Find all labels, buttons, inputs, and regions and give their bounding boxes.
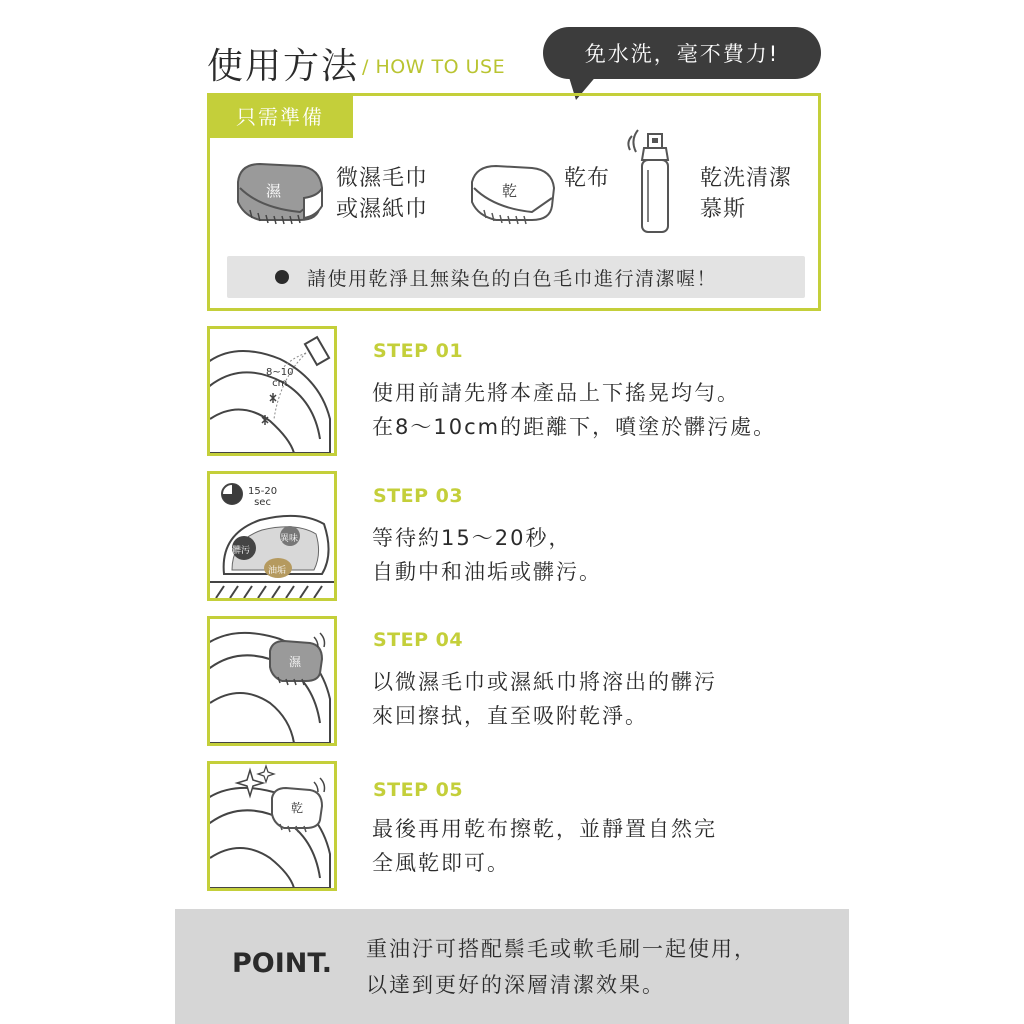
speech-bubble: 免水洗，毫不費力! xyxy=(543,27,821,79)
page-title: 使用方法 xyxy=(207,46,360,87)
prep-item-spray xyxy=(700,163,792,225)
step03-desc xyxy=(372,521,602,589)
step03-line1: 等待約15～20秒， xyxy=(372,526,572,550)
tag-dirt: 髒污 xyxy=(232,546,251,556)
step01-spray-shoe-image xyxy=(207,326,337,456)
step03-line2: 自動中和油垢或髒污。 xyxy=(372,560,602,584)
step04-desc xyxy=(372,665,717,733)
step01-desc xyxy=(372,376,776,444)
prep-item-dry-line1: 乾布 xyxy=(564,166,611,191)
timer-value: 15-20 xyxy=(248,486,278,497)
step05-desc xyxy=(372,812,717,880)
distance-unit: cm xyxy=(272,378,288,389)
wet-towel-icon xyxy=(230,158,326,230)
step01-title: STEP 01 xyxy=(373,340,464,362)
point-line1: 重油汙可搭配鬃毛或軟毛刷一起使用， xyxy=(366,937,757,961)
step05-line2: 全風乾即可。 xyxy=(372,851,510,875)
distance-value: 8~10 xyxy=(266,367,294,378)
step05-title: STEP 05 xyxy=(373,779,464,801)
prep-item-wet-line1: 微濕毛巾 xyxy=(336,166,429,191)
wet-icon-text: 濕 xyxy=(266,182,282,200)
tag-grease: 油垢 xyxy=(268,566,287,576)
step03-wait-shoe-image xyxy=(207,471,337,601)
timer-unit: sec xyxy=(254,497,271,508)
prep-item-spray-line2: 慕斯 xyxy=(700,197,747,222)
step05-line1: 最後再用乾布擦乾，並靜置自然完 xyxy=(372,817,717,841)
step01-line1: 使用前請先將本產品上下搖晃均勻。 xyxy=(372,381,740,405)
prep-item-wet-line2: 或濕紙巾 xyxy=(336,197,429,222)
step04-line1: 以微濕毛巾或濕紙巾將溶出的髒污 xyxy=(372,670,717,694)
point-label: POINT. xyxy=(232,948,332,979)
note-bar xyxy=(227,256,805,298)
step05-dry-shoe-image xyxy=(207,761,337,891)
note-text: 請使用乾淨且無染色的白色毛巾進行清潔喔！ xyxy=(307,267,718,290)
tag-smell: 異味 xyxy=(280,534,299,544)
prep-tab: 只需準備 xyxy=(207,93,353,138)
step03-title: STEP 03 xyxy=(373,485,464,507)
dry-wipe-icon-text: 乾 xyxy=(291,801,304,815)
timer-label xyxy=(248,486,277,508)
bullet-dot-icon xyxy=(275,270,289,284)
point-text xyxy=(366,931,757,1003)
dry-cloth-icon xyxy=(466,160,558,228)
distance-label xyxy=(266,367,293,389)
prep-item-spray-line1: 乾洗清潔 xyxy=(700,166,793,191)
prep-item-dry-cloth xyxy=(564,163,610,194)
step04-wipe-shoe-image xyxy=(207,616,337,746)
dry-icon-text: 乾 xyxy=(502,182,518,200)
step01-line2: 在8～10cm的距離下，噴塗於髒污處。 xyxy=(372,415,777,439)
step04-line2: 來回擦拭，直至吸附乾淨。 xyxy=(372,704,648,728)
page-subtitle: / HOW TO USE xyxy=(362,56,506,78)
spray-can-icon xyxy=(622,126,694,238)
point-line2: 以達到更好的深層清潔效果。 xyxy=(366,973,665,997)
step04-title: STEP 04 xyxy=(373,629,464,651)
wipe-icon-text: 濕 xyxy=(289,655,302,669)
prep-item-wet-towel xyxy=(336,163,428,225)
